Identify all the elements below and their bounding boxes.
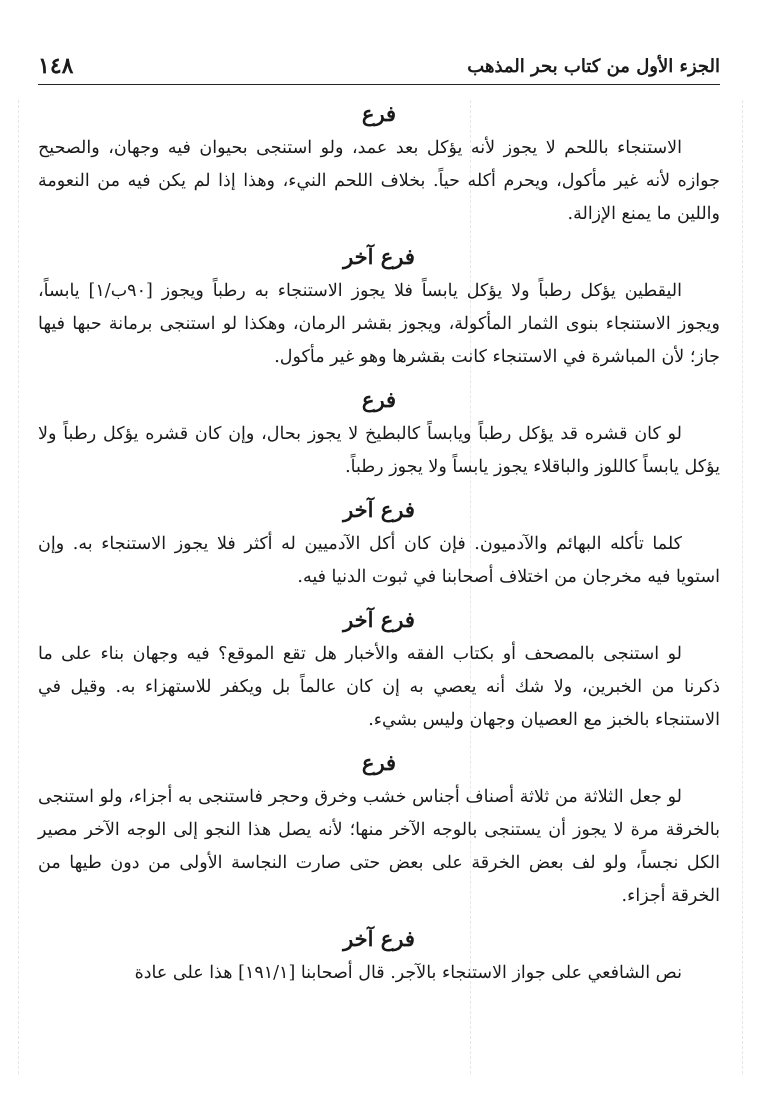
section-heading: فرع <box>361 101 397 126</box>
section-paragraph: الاستنجاء باللحم لا يجوز لأنه يؤكل بعد عمد، ولو استنجى بحيوان فيه وجهان، والصحيح جوازه لأنه غير مأكول، ويحرم أكله حياً. بخلاف اللحم النيء، وهذا إذا لم يكن فيه من النعومة واللين ما يمنع الإزالة. <box>38 138 720 224</box>
section-heading: فرع آخر <box>343 607 415 632</box>
scan-artifact-line <box>742 100 743 1074</box>
section <box>38 239 720 374</box>
section-paragraph: لو استنجى بالمصحف أو بكتاب الفقه والأخبار هل تقع الموقع؟ فيه وجهان بناء على ما ذكرنا من الخبرين، ولا شك أنه يعصي به إن كان عالماً بل ويكفر للاستهزاء به. وقيل في الاستنجاء بالخبز مع العصيان وجهان وليس بشيء. <box>38 644 720 730</box>
section <box>38 96 720 231</box>
section-heading: فرع <box>361 387 397 412</box>
scan-artifact-line <box>18 100 19 1074</box>
section-paragraph: لو جعل الثلاثة من ثلاثة أصناف أجناس خشب وخرق وحجر فاستنجى به أجزاء، ولو استنجى بالخرقة مرة لا يجوز أن يستنجى بالوجه الآخر منها؛ لأنه يصل هذا النجو إلى الوجه الآخر مصير الكل نجساً، ولو لف بعض الخرقة على بعض حتى صارت النجاسة الأولى من دون طيها من الخرقة أجزاء. <box>38 787 720 906</box>
section-heading: فرع آخر <box>343 497 415 522</box>
section-paragraph: نص الشافعي على جواز الاستنجاء بالآجر. قال أصحابنا [١٩١/١] هذا على عادة <box>134 963 682 983</box>
section <box>38 382 720 484</box>
page-body <box>38 96 720 998</box>
page-number: ١٤٨ <box>38 53 74 79</box>
section <box>38 602 720 737</box>
page-header <box>38 48 720 85</box>
section <box>38 745 720 913</box>
section-heading: فرع <box>361 750 397 775</box>
section-paragraph: اليقطين يؤكل رطباً ولا يؤكل يابساً فلا يجوز الاستنجاء به رطباً ويجوز [٩٠ب/١] يابساً، ويجوز الاستنجاء بنوى الثمار المأكولة، ويجوز بقشر الرمان، وهكذا لو استنجى برمانة حبها فيها جاز؛ لأن المباشرة في الاستنجاء كانت بقشرها وهو غير مأكول. <box>38 281 720 367</box>
section-paragraph: كلما تأكله البهائم والآدميون. فإن كان أكل الآدميين له أكثر فلا يجوز الاستنجاء به. وإن استويا فيه مخرجان من اختلاف أصحابنا في ثبوت الدنيا فيه. <box>38 534 720 587</box>
section <box>38 921 720 990</box>
running-title: الجزء الأول من كتاب بحر المذهب <box>467 55 720 77</box>
section-heading: فرع آخر <box>343 926 415 951</box>
section-paragraph: لو كان قشره قد يؤكل رطباً ويابساً كالبطيخ لا يجوز بحال، وإن كان قشره يؤكل رطباً ولا يؤكل يابساً كاللوز والباقلاء يجوز يابساً ولا يجوز رطباً. <box>38 424 720 477</box>
section <box>38 492 720 594</box>
section-heading: فرع آخر <box>343 244 415 269</box>
